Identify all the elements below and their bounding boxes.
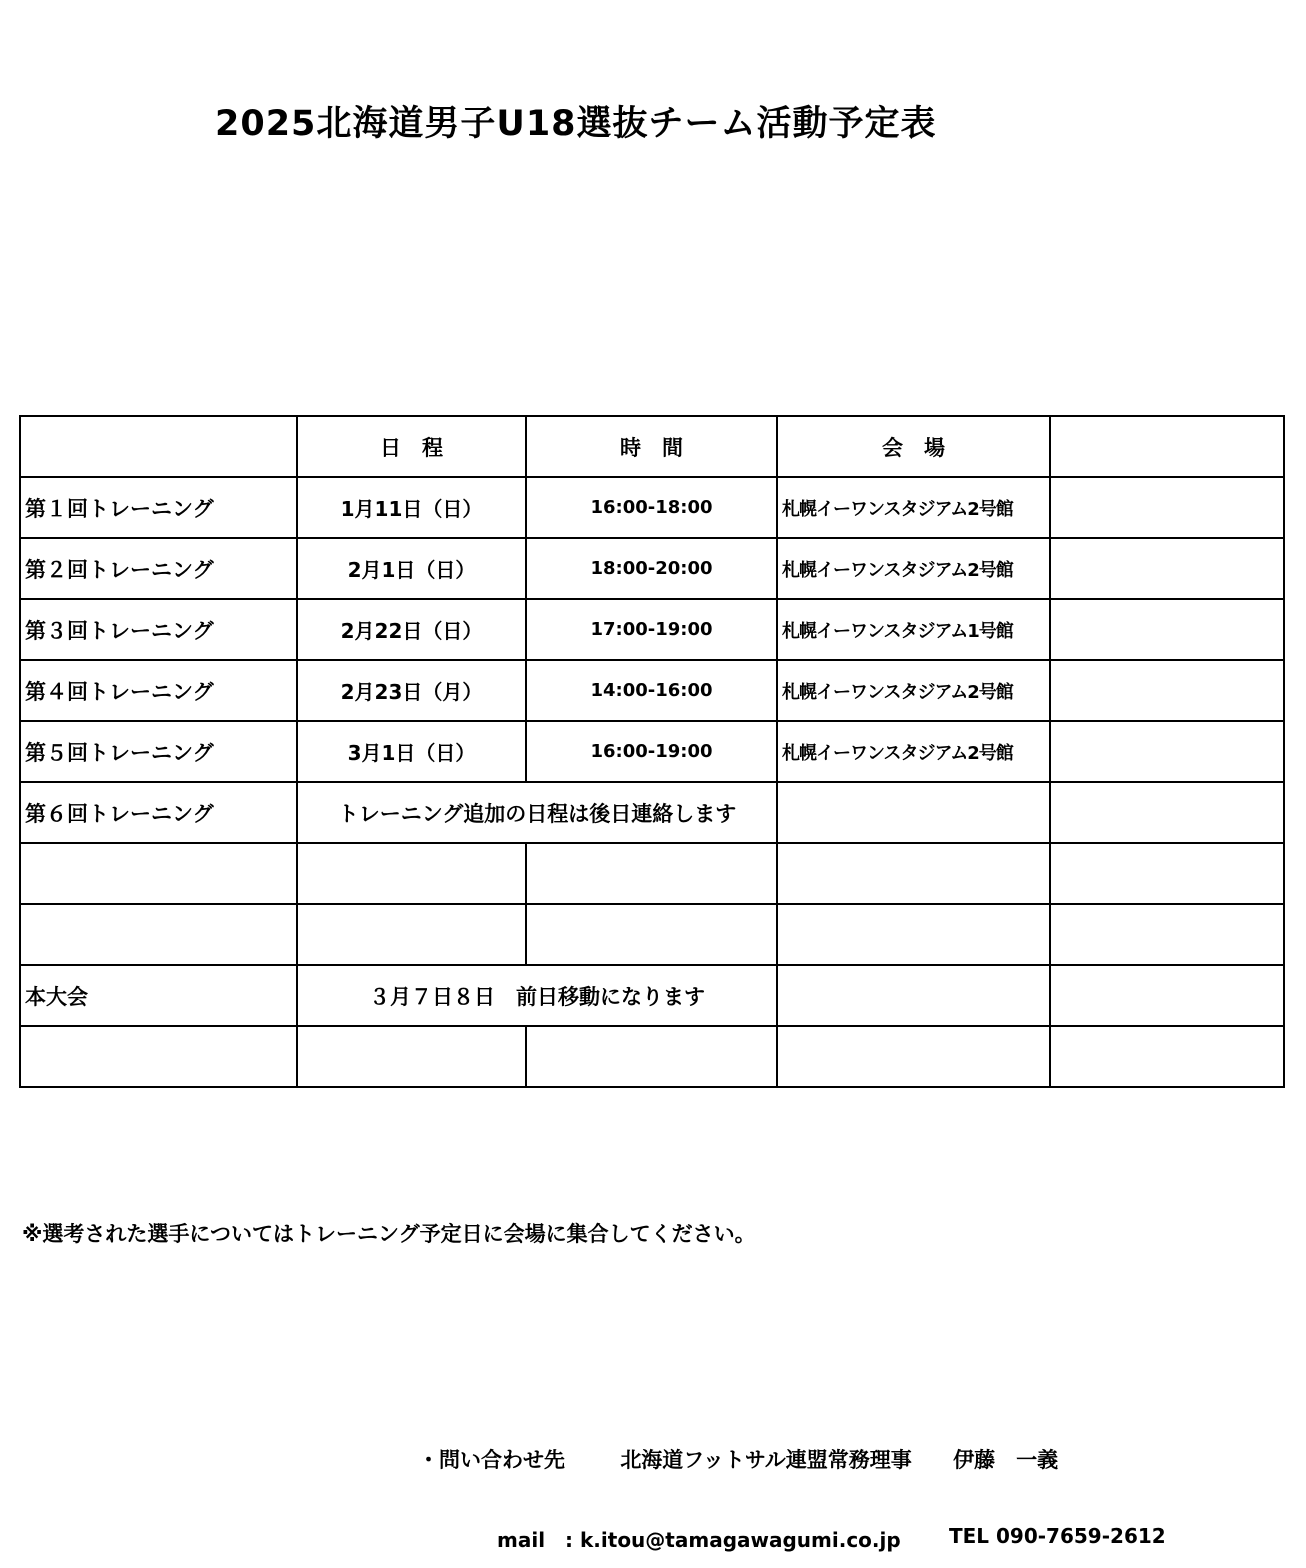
training-label: 第３回トレーニング	[20, 599, 297, 660]
training-time: 17:00-19:00	[526, 599, 777, 660]
training-label: 第２回トレーニング	[20, 538, 297, 599]
empty-cell	[1050, 843, 1284, 904]
table-row	[20, 599, 1284, 660]
empty-cell	[1050, 782, 1284, 843]
table-row	[20, 904, 1284, 965]
contact-organization: 北海道フットサル連盟常務理事	[620, 1448, 912, 1472]
empty-cell	[526, 843, 777, 904]
training-venue: 札幌イーワンスタジアム1号館	[777, 599, 1050, 660]
table-row	[20, 965, 1284, 1026]
empty-cell	[297, 1026, 526, 1087]
contact-person: 伊藤 一義	[953, 1448, 1059, 1472]
empty-cell	[526, 904, 777, 965]
training-label: 第４回トレーニング	[20, 660, 297, 721]
empty-cell	[777, 904, 1050, 965]
empty-cell	[20, 843, 297, 904]
empty-cell	[1050, 904, 1284, 965]
training-venue: 札幌イーワンスタジアム2号館	[777, 538, 1050, 599]
training-date: 2月23日（月）	[297, 660, 526, 721]
empty-cell	[297, 904, 526, 965]
empty-cell	[1050, 660, 1284, 721]
header-venue: 会 場	[777, 416, 1050, 477]
header-cell-empty	[1050, 416, 1284, 477]
table-row	[20, 721, 1284, 782]
empty-cell	[1050, 538, 1284, 599]
empty-cell	[777, 965, 1050, 1026]
training-time: 16:00-18:00	[526, 477, 777, 538]
table-row	[20, 1026, 1284, 1087]
training-date: 1月11日（日）	[297, 477, 526, 538]
empty-cell	[297, 843, 526, 904]
table-row	[20, 782, 1284, 843]
header-date: 日 程	[297, 416, 526, 477]
training-venue: 札幌イーワンスタジアム2号館	[777, 721, 1050, 782]
empty-cell	[526, 1026, 777, 1087]
empty-cell	[1050, 965, 1284, 1026]
contact-email: mail : k.itou@tamagawagumi.co.jp	[497, 1528, 901, 1552]
empty-cell	[1050, 1026, 1284, 1087]
page-title: 2025北海道男子U18選抜チーム活動予定表	[215, 104, 937, 144]
header-time: 時 間	[526, 416, 777, 477]
empty-cell	[20, 1026, 297, 1087]
empty-cell	[20, 904, 297, 965]
header-cell-empty	[20, 416, 297, 477]
table-header-row	[20, 416, 1284, 477]
selection-note: ※選考された選手についてはトレーニング予定日に会場に集合してください。	[22, 1222, 756, 1246]
empty-cell	[1050, 477, 1284, 538]
contact-line	[418, 1444, 1058, 1474]
contact-phone: TEL 090-7659-2612	[949, 1524, 1166, 1548]
training-date: 2月22日（日）	[297, 599, 526, 660]
training-time: 18:00-20:00	[526, 538, 777, 599]
training-date: 3月1日（日）	[297, 721, 526, 782]
table-row	[20, 477, 1284, 538]
training-label: 第６回トレーニング	[20, 782, 297, 843]
empty-cell	[777, 843, 1050, 904]
training-time: 16:00-19:00	[526, 721, 777, 782]
table-row	[20, 660, 1284, 721]
table-row	[20, 843, 1284, 904]
empty-cell	[777, 782, 1050, 843]
training-venue: 札幌イーワンスタジアム2号館	[777, 660, 1050, 721]
empty-cell	[1050, 721, 1284, 782]
training-time: 14:00-16:00	[526, 660, 777, 721]
contact-label: ・問い合わせ先	[418, 1448, 565, 1472]
main-event-note: ３月７日８日 前日移動になります	[297, 965, 777, 1026]
main-event-label: 本大会	[20, 965, 297, 1026]
training-label: 第１回トレーニング	[20, 477, 297, 538]
training-note: トレーニング追加の日程は後日連絡します	[297, 782, 777, 843]
empty-cell	[777, 1026, 1050, 1087]
schedule-table	[19, 415, 1285, 1088]
training-label: 第５回トレーニング	[20, 721, 297, 782]
empty-cell	[1050, 599, 1284, 660]
training-date: 2月1日（日）	[297, 538, 526, 599]
table-row	[20, 538, 1284, 599]
training-venue: 札幌イーワンスタジアム2号館	[777, 477, 1050, 538]
